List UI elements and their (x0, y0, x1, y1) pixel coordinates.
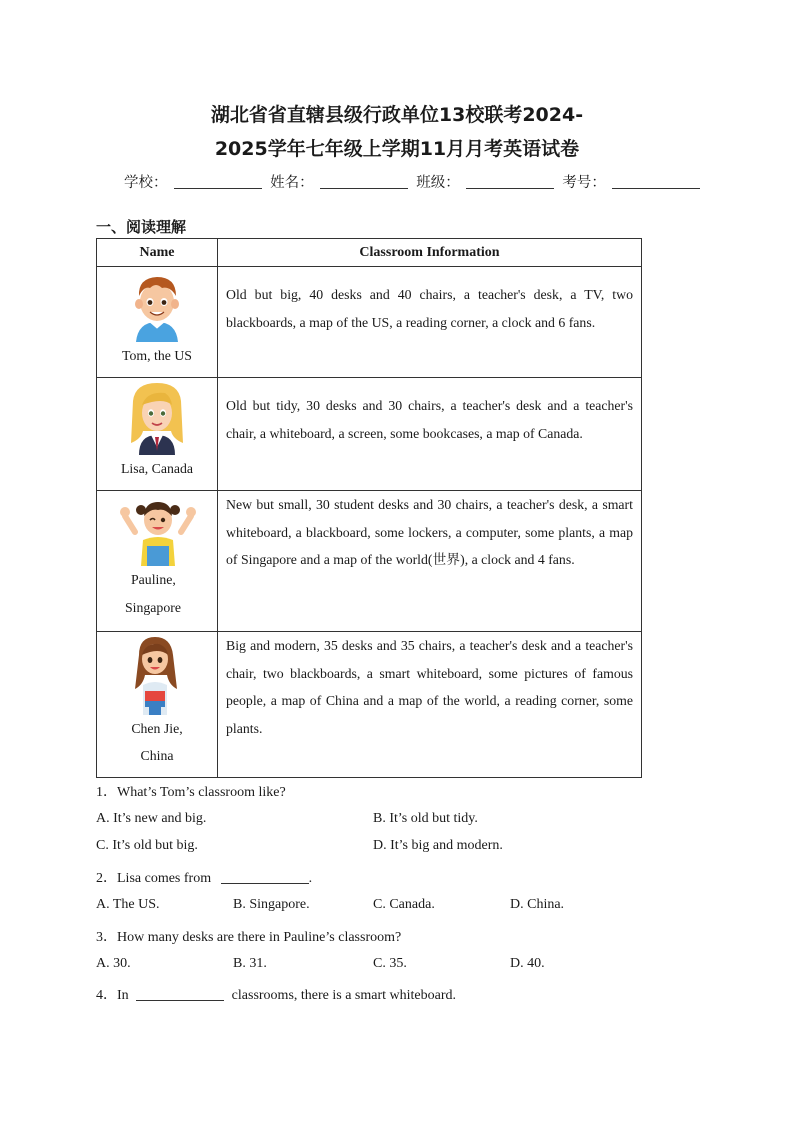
question-2-option-c[interactable]: C. Canada. (373, 897, 435, 912)
header-classroom-info: Classroom Information (218, 239, 642, 267)
classroom-info-table (96, 238, 642, 778)
school-blank[interactable] (174, 174, 262, 189)
table-row (97, 378, 642, 491)
question-1-option-c[interactable]: C. It’s old but big. (96, 838, 198, 853)
question-2-option-d[interactable]: D. China. (510, 897, 565, 912)
name-cell (97, 491, 218, 632)
question-3-option-a[interactable]: A. 30. (96, 956, 131, 971)
table-row (97, 491, 642, 632)
school-label: 学校： (124, 175, 168, 191)
question-2-answer-blank[interactable] (221, 870, 309, 884)
question-4-stem (96, 984, 456, 1004)
name-cell (97, 378, 218, 491)
question-2-stem-end: . (308, 871, 313, 886)
boy-avatar-icon (126, 270, 188, 342)
class-blank[interactable] (466, 174, 554, 189)
question-3-stem: 3．How many desks are there in Pauline’s classroom? (96, 930, 402, 945)
girl-books-avatar-icon (125, 635, 185, 715)
question-1-option-a[interactable]: A. It’s new and big. (96, 811, 207, 826)
student-name-chen-jie: Chen Jie, (131, 721, 183, 736)
name-cell (97, 267, 218, 378)
name-label: 姓名： (270, 175, 314, 191)
student-name-lisa: Lisa, Canada (120, 461, 194, 476)
question-2-stem-text: 2．Lisa comes from (96, 871, 212, 886)
table-header-row (97, 239, 642, 267)
question-4-answer-blank[interactable] (136, 987, 224, 1001)
name-blank[interactable] (320, 174, 408, 189)
classroom-info-chen-jie: Big and modern, 35 desks and 35 chairs, a teacher's desk and a teacher's chair, two blackboards, a smart whiteboard, some pictures of famous people, a map of China and a map of the world, a reading corner, some plants. (218, 632, 642, 778)
student-name-pauline: Pauline, (131, 572, 176, 587)
girl-waving-avatar-icon (119, 494, 197, 566)
exam-title-line-2: 2025学年七年级上学期11月月考英语试卷 (214, 138, 580, 160)
question-4-stem-end: classrooms, there is a smart whiteboard. (231, 988, 456, 1003)
exam-number-label: 考号： (562, 175, 606, 191)
student-country-pauline: Singapore (125, 600, 181, 615)
question-3-option-d[interactable]: D. 40. (510, 956, 545, 971)
question-3-option-b[interactable]: B. 31. (233, 956, 267, 971)
question-2-option-a[interactable]: A. The US. (96, 897, 160, 912)
classroom-info-lisa: Old but tidy, 30 desks and 30 chairs, a teacher's desk and a teacher's chair, a whiteboard, a screen, some bookcases, a map of Canada. (218, 378, 642, 491)
section-title: 一、阅读理解 (96, 218, 187, 236)
student-info-line (124, 171, 704, 192)
table-row (97, 267, 642, 378)
student-name-tom: Tom, the US (122, 348, 192, 363)
student-country-chen-jie: China (140, 748, 174, 763)
question-1-option-b[interactable]: B. It’s old but tidy. (373, 811, 478, 826)
question-2-option-b[interactable]: B. Singapore. (233, 897, 310, 912)
question-2-stem (96, 867, 312, 887)
classroom-info-tom: Old but big, 40 desks and 40 chairs, a teacher's desk, a TV, two blackboards, a map of the US, a reading corner, a clock and 6 fans. (218, 267, 642, 378)
class-label: 班级： (416, 175, 460, 191)
classroom-info-pauline: New but small, 30 student desks and 30 chairs, a teacher's desk, a smart whiteboard, a blackboard, some lockers, a computer, some plants, a map of Singapore and a map of the world(世界), a clock and 4 fans. (218, 491, 642, 632)
question-4-stem-text: 4．In (96, 988, 129, 1003)
name-cell (97, 632, 218, 778)
table-row (97, 632, 642, 778)
question-3-option-c[interactable]: C. 35. (373, 956, 407, 971)
header-name: Name (97, 239, 218, 267)
exam-number-blank[interactable] (612, 174, 700, 189)
girl-blonde-avatar-icon (125, 381, 189, 455)
question-1-option-d[interactable]: D. It’s big and modern. (373, 838, 503, 853)
exam-title-line-1: 湖北省省直辖县级行政单位13校联考2024- (210, 104, 584, 126)
question-1-stem: 1．What’s Tom’s classroom like? (96, 785, 286, 800)
